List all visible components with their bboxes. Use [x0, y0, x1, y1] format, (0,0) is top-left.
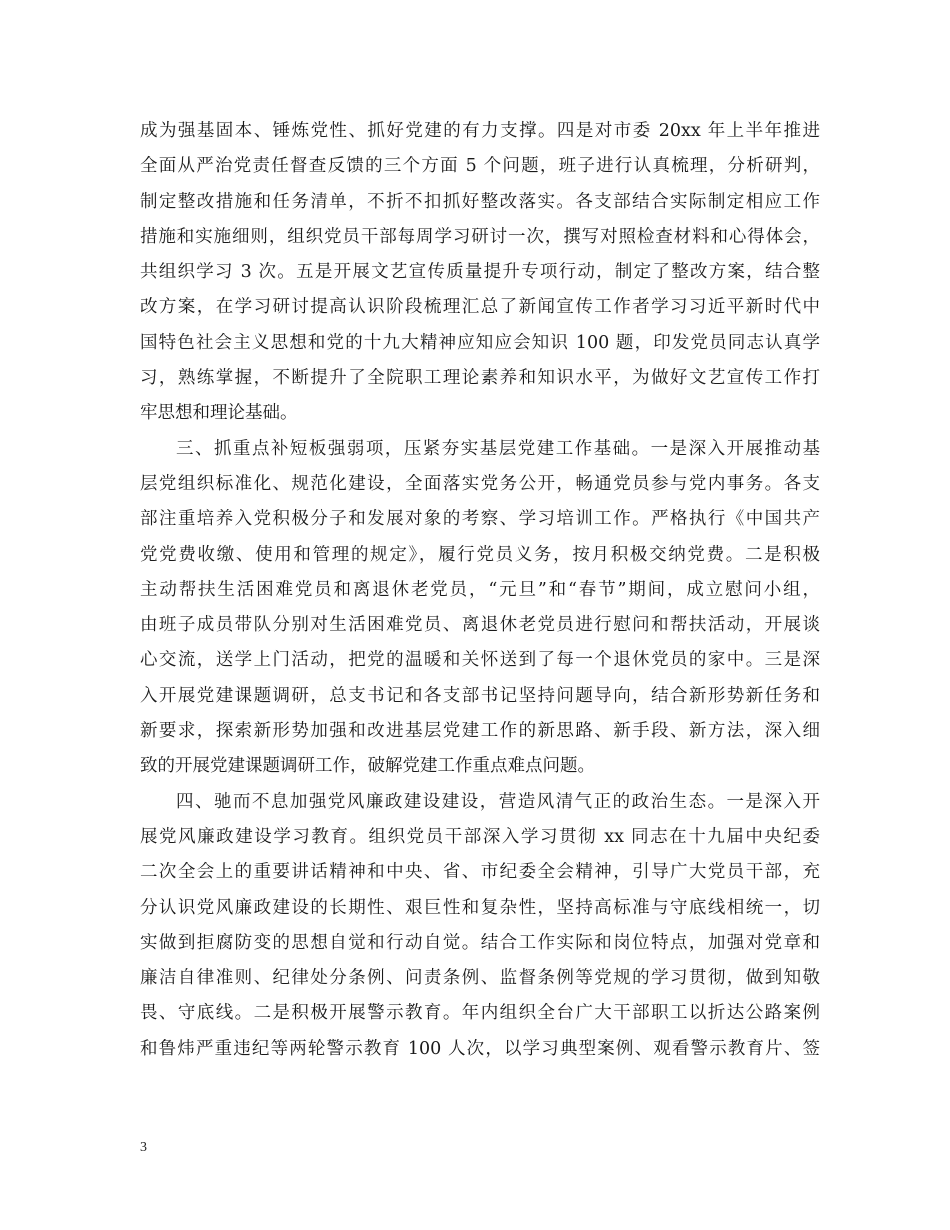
text-line: 共组织学习 3 次。五是开展文艺宣传质量提升专项行动，制定了整改方案，结合整 — [140, 262, 820, 283]
text-line: 畏、守底线。二是积极开展警示教育。年内组织全台广大干部职工以折达公路案例 — [140, 1003, 820, 1024]
text-line: 主动帮扶生活困难党员和离退休老党员，“元旦”和“春节”期间，成立慰问小组， — [140, 579, 820, 600]
text-line: 成为强基固本、锤炼党性、抓好党建的有力支撑。四是对市委 20xx 年上半年推进 — [140, 121, 820, 141]
text-line: 分认识党风廉政建设的长期性、艰巨性和复杂性，坚持高标准与守底线相统一，切 — [140, 897, 820, 918]
text-line: 层党组织标准化、规范化建设，全面落实党务公开，畅通党员参与党内事务。各支 — [140, 473, 820, 494]
document-body — [140, 114, 820, 1067]
text-line: 党党费收缴、使用和管理的规定》，履行党员义务，按月积极交纳党费。二是积极 — [140, 544, 820, 565]
text-line: 实做到拒腐防变的思想自觉和行动自觉。结合工作实际和岗位特点，加强对党章和 — [140, 932, 820, 953]
text-line: 致的开展党建课题调研工作，破解党建工作重点难点问题。 — [140, 756, 595, 777]
text-line: 措施和实施细则，组织党员干部每周学习研讨一次，撰写对照检查材料和心得体会， — [140, 226, 820, 247]
text-line: 廉洁自律准则、纪律处分条例、问责条例、监督条例等党规的学习贯彻，做到知敬 — [140, 968, 820, 989]
text-line: 心交流，送学上门活动，把党的温暖和关怀送到了每一个退休党员的家中。三是深 — [140, 650, 820, 671]
text-line: 部注重培养入党积极分子和发展对象的考察、学习培训工作。严格执行《中国共产 — [140, 509, 820, 530]
page-number: 3 — [140, 1140, 147, 1155]
text-line: 二次全会上的重要讲话精神和中央、省、市纪委全会精神，引导广大党员干部，充 — [140, 862, 820, 883]
text-line: 全面从严治党责任督查反馈的三个方面 5 个问题，班子进行认真梳理，分析研判， — [140, 156, 820, 177]
section-four-heading-line: 四、驰而不息加强党风廉政建设建设，营造风清气正的政治生态。一是深入开 — [176, 791, 820, 812]
text-line: 由班子成员带队分别对生活困难党员、离退休老党员进行慰问和帮扶活动，开展谈 — [140, 615, 820, 636]
text-line: 改方案，在学习研讨提高认识阶段梳理汇总了新闻宣传工作者学习习近平新时代中 — [140, 297, 820, 318]
text-line: 展党风廉政建设学习教育。组织党员干部深入学习贯彻 xx 同志在十九届中央纪委 — [140, 826, 820, 847]
section-three-heading-line: 三、抓重点补短板强弱项，压紧夯实基层党建工作基础。一是深入开展推动基 — [176, 438, 820, 459]
text-line: 习，熟练掌握，不断提升了全院职工理论素养和知识水平，为做好文艺宣传工作打 — [140, 368, 820, 389]
text-line: 入开展党建课题调研，总支书记和各支部书记坚持问题导向，结合新形势新任务和 — [140, 685, 820, 706]
text-line: 国特色社会主义思想和党的十九大精神应知应会知识 100 题，印发党员同志认真学 — [140, 332, 820, 353]
text-line: 制定整改措施和任务清单，不折不扣抓好整改落实。各支部结合实际制定相应工作 — [140, 191, 820, 212]
text-line: 和鲁炜严重违纪等两轮警示教育 100 人次，以学习典型案例、观看警示教育片、签 — [140, 1038, 820, 1059]
text-line: 新要求，探索新形势加强和改进基层党建工作的新思路、新手段、新方法，深入细 — [140, 721, 820, 742]
text-line: 牢思想和理论基础。 — [140, 403, 298, 424]
